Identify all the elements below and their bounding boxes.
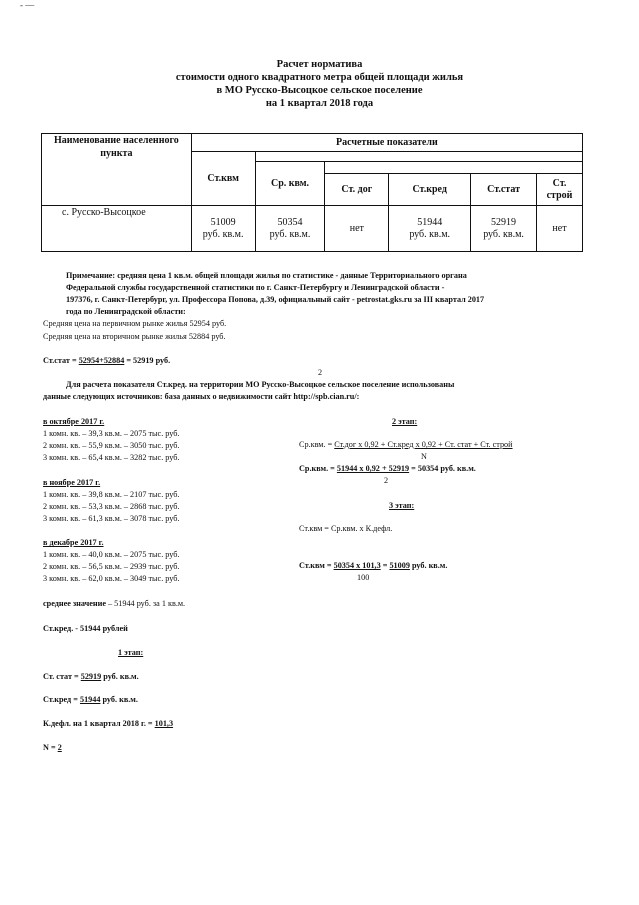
stage1-kdefl: К.дефл. на 1 квартал 2018 г. = 101,3 [43, 719, 174, 728]
header-srkvm: Ср. квм. [255, 162, 325, 206]
stage2-formula: Ср.квм. = Ст.дог х 0,92 + Ст.кред х 0,92 + Ст. стат + Ст. строй [299, 440, 513, 449]
header-stkred: Ст.кред [389, 174, 471, 206]
stage1-title: 1 этап: [118, 648, 144, 657]
header-stkvm: Ст.квм [191, 152, 255, 206]
cell-srkvm: 50354 руб. кв.м. [255, 206, 325, 252]
header-settlement: Наименование населенного пункта [42, 134, 192, 206]
cell-ststroy: нет [537, 206, 583, 252]
month-item: 1 комн. кв. – 40,0 кв.м. – 2075 тыс. руб. [43, 550, 180, 559]
doc-title-line2: стоимости одного квадратного метра общей площади жилья [175, 72, 464, 83]
cell-stdog: нет [325, 206, 389, 252]
month-title: в декабре 2017 г. [43, 538, 104, 547]
stkred-line: Ст.кред. - 51944 рублей [43, 624, 128, 633]
stage2-formula-denominator: N [421, 452, 427, 461]
month-item: 2 комн. кв. – 56,5 кв.м. – 2939 тыс. руб. [43, 562, 180, 571]
header-ststroy: Ст. строй [537, 174, 583, 206]
stage2-formula-numerator: Ст.дог х 0,92 + Ст.кред х 0,92 + Ст. стат + Ст. строй [334, 440, 513, 449]
stage1-n: N = 2 [43, 743, 62, 752]
ststat-calc-denominator: 2 [318, 368, 323, 377]
doc-title-line1: Расчет норматива [276, 59, 363, 70]
doc-title-line4: на 1 квартал 2018 года [265, 98, 374, 109]
stage3-calc-denominator: 100 [357, 573, 370, 582]
note-line4: года по Ленинградской области: [66, 307, 186, 316]
header-indicators: Расчетные показатели [191, 134, 582, 152]
month-title: в октябре 2017 г. [43, 417, 105, 426]
stage2-calc-denominator: 2 [384, 476, 389, 485]
cell-stkred: 51944 руб. кв.м. [389, 206, 471, 252]
cell-stkvm: 51009 руб. кв.м. [191, 206, 255, 252]
intro-line2: данные следующих источников: база данных о недвижимости сайт http://spb.cian.ru/: [43, 392, 360, 401]
note-primary-price: Средняя цена на первичном рынке жилья 52954 руб. [43, 319, 227, 328]
doc-title-line3: в МО Русско-Высоцкое сельское поселение [216, 85, 423, 96]
note-line1: Примечание: средняя цена 1 кв.м. общей площади жилья по статистике - данные Территориального органа [66, 271, 467, 280]
note-line3: 197376, г. Санкт-Петербург, ул. Профессора Попова, д.39, официальный сайт - petrostat.gks.ru за III квартал 2017 [66, 295, 485, 304]
stage3-title: 3 этап: [389, 501, 415, 510]
indicators-table [41, 133, 583, 252]
note-line2: Федеральной службы государственной статистики по г. Санкт-Петербургу и Ленинградской области - [66, 283, 445, 292]
stage1-ststat: Ст. стат = 52919 руб. кв.м. [43, 672, 139, 681]
month-item: 2 комн. кв. – 55,9 кв.м. – 3050 тыс. руб. [43, 441, 180, 450]
month-item: 3 комн. кв. – 61,3 кв.м. – 3078 тыс. руб. [43, 514, 180, 523]
month-item: 3 комн. кв. – 65,4 кв.м. – 3282 тыс. руб. [43, 453, 180, 462]
stage3-formula: Ст.квм = Ср.квм. х К.дефл. [299, 524, 393, 533]
cell-ststat: 52919 руб. кв.м. [471, 206, 537, 252]
scan-marks: - — [20, 0, 35, 10]
stage3-calc-numerator: 50354 х 101,3 [333, 561, 381, 570]
month-item: 1 комн. кв. – 39,8 кв.м. – 2107 тыс. руб. [43, 490, 180, 499]
stage3-calc: Ст.квм = 50354 х 101,3 = 51009 руб. кв.м. [299, 561, 448, 570]
ststat-calc: Ст.стат = 52954+52884 = 52919 руб. [43, 356, 171, 365]
stage2-title: 2 этап: [392, 417, 418, 426]
stage1-stkred: Ст.кред = 51944 руб. кв.м. [43, 695, 138, 704]
row-settlement-name: с. Русско-Высоцкое [42, 206, 192, 252]
intro-line1: Для расчета показателя Ст.кред. на территории МО Русско-Высоцкое сельское поселение использованы [66, 380, 455, 389]
month-item: 3 комн. кв. – 62,0 кв.м. – 3049 тыс. руб. [43, 574, 180, 583]
note-secondary-price: Средняя цена на вторичном рынке жилья 52884 руб. [43, 332, 226, 341]
stage2-calc-numerator: 51944 х 0,92 + 52919 [336, 464, 410, 473]
month-item: 2 комн. кв. – 53,3 кв.м. – 2868 тыс. руб. [43, 502, 180, 511]
header-stdog: Ст. дог [325, 174, 389, 206]
month-title: в ноябре 2017 г. [43, 478, 101, 487]
average-value: среднее значение – 51944 руб. за 1 кв.м. [43, 599, 186, 608]
stage2-calc: Ср.квм. = 51944 х 0,92 + 52919 = 50354 руб. кв.м. [299, 464, 476, 473]
header-ststat: Ст.стат [471, 174, 537, 206]
month-item: 1 комн. кв. – 39,3 кв.м. – 2075 тыс. руб. [43, 429, 180, 438]
ststat-calc-numerator: 52954+52884 [78, 356, 125, 365]
